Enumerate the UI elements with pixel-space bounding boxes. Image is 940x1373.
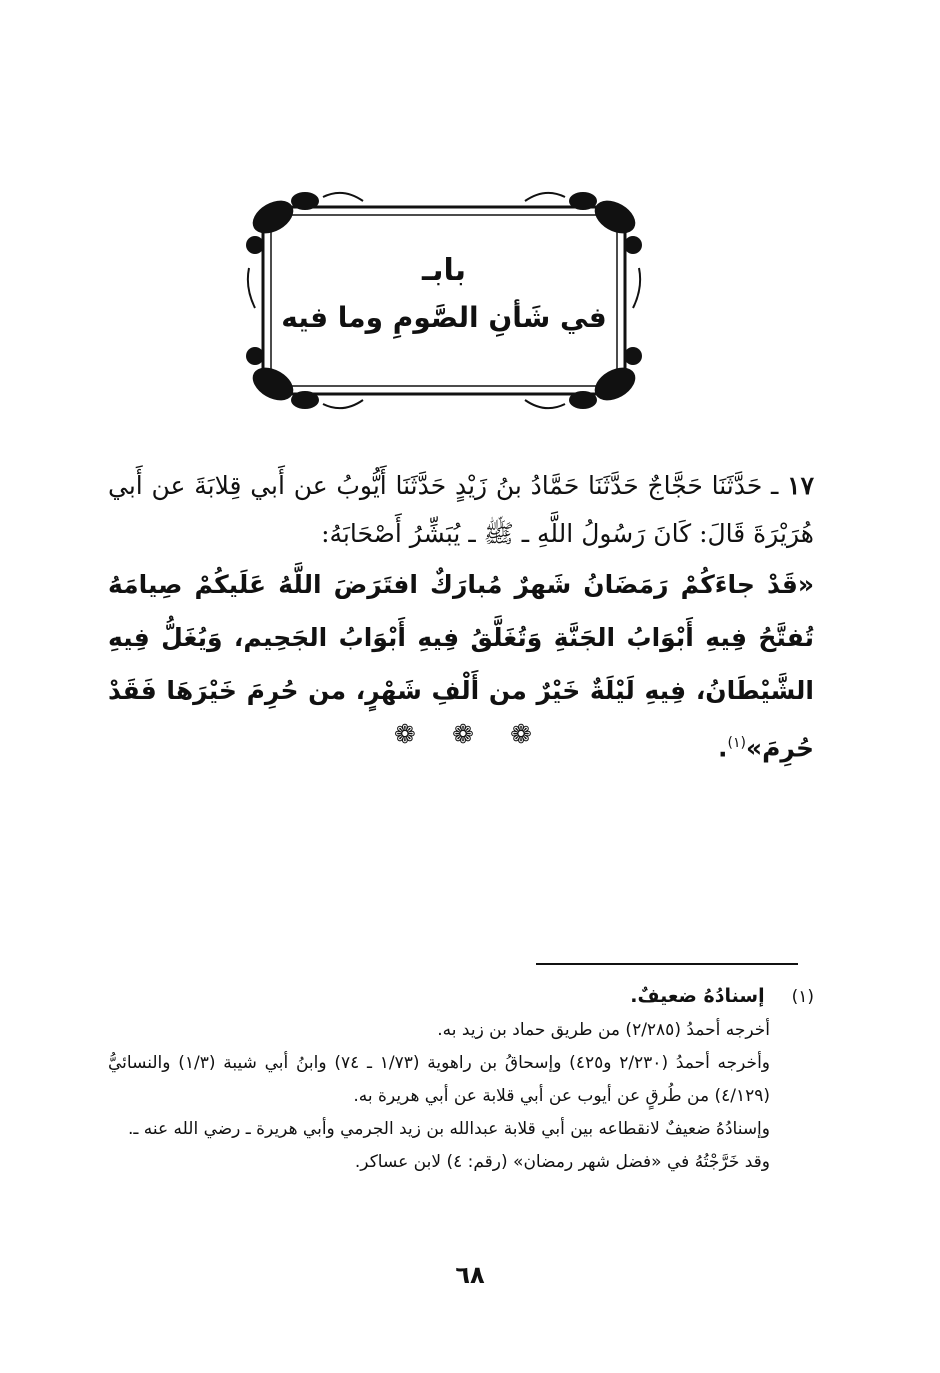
page-number: ٦٨ [455,1261,485,1289]
section-separator-icon: ❁ ❁ ❁ [394,720,546,750]
hadith-number: ١٧ [787,471,814,500]
matn-text: «قَدْ جاءَكُمْ رَمَضَانُ شَهرٌ مُبارَكٌ افتَرَضَ اللَّهُ عَلَيكُمْ صِيامَهُ تُفتَّحُ فِيهِ أَبْوَابُ الجَنَّةِ وَتُغَلَّقُ فِيهِ أَبْوَابُ الجَحِيم، وَيُغَلُّ فِيهِ الشَّيْطَانُ، فِيهِ لَيْلَةٌ خَيْرٌ من أَلْفِ شَهْرٍ، من حُرِمَ خَيْرَهَا فَقَدْ حُرِمَ» [108,570,814,763]
footnote-reference[interactable]: (١) [727,735,746,751]
chapter-subtitle: في شَأنِ الصَّومِ وما فيه [281,301,607,334]
footnote-line: وقد خَرَّجْتُهُ في «فضل شهر رمضان» (رقم: ٤) لابن عساكر. [354,1152,770,1172]
footnote-block [108,980,814,1179]
footnote-heading: إسنادُهُ ضعيفٌ. [630,985,765,1007]
footnote-line: أخرجه أحمدُ (٢/٢٨٥) من طريق حماد بن زيد به. [437,1020,770,1040]
hadith-isnad [108,462,814,558]
footnote-line: وأخرجه أحمدُ (٢/٢٣٠ و٤٢٥) وإسحاقُ بن راهوية (١/٧٣ ـ ٧٤) وابنُ أبي شيبة (١/٣) والنسائيُّ (٤/١٢٩) من طُرقٍ عن أيوب عن أبي قلابة عن أبي هريرة به. [108,1053,771,1106]
footnote-divider [536,963,798,965]
footnote-marker: (١) [791,987,814,1007]
isnad-text: ـ حَدَّثَنَا حَجَّاجٌ حَدَّثَنَا حَمَّادُ بنُ زَيْدٍ حَدَّثَنَا أَيُّوبُ عن أَبي قِلابَةَ عن أَبي هُرَيْرَةَ قَالَ: كَانَ رَسُولُ اللَّهِ ـ ﷺ ـ يُبَشِّرُ أَصْحَابَهُ: [108,471,814,548]
matn-end: . [717,733,728,763]
chapter-title: بابـ [421,253,467,288]
footnote-line: وإسنادُهُ ضعيفٌ لانقطاعه بين أبي قلابة عبدالله بن زيد الجرمي وأبي هريرة ـ رضي الله عنه ـ. [127,1119,770,1139]
chapter-title-frame [243,183,645,418]
